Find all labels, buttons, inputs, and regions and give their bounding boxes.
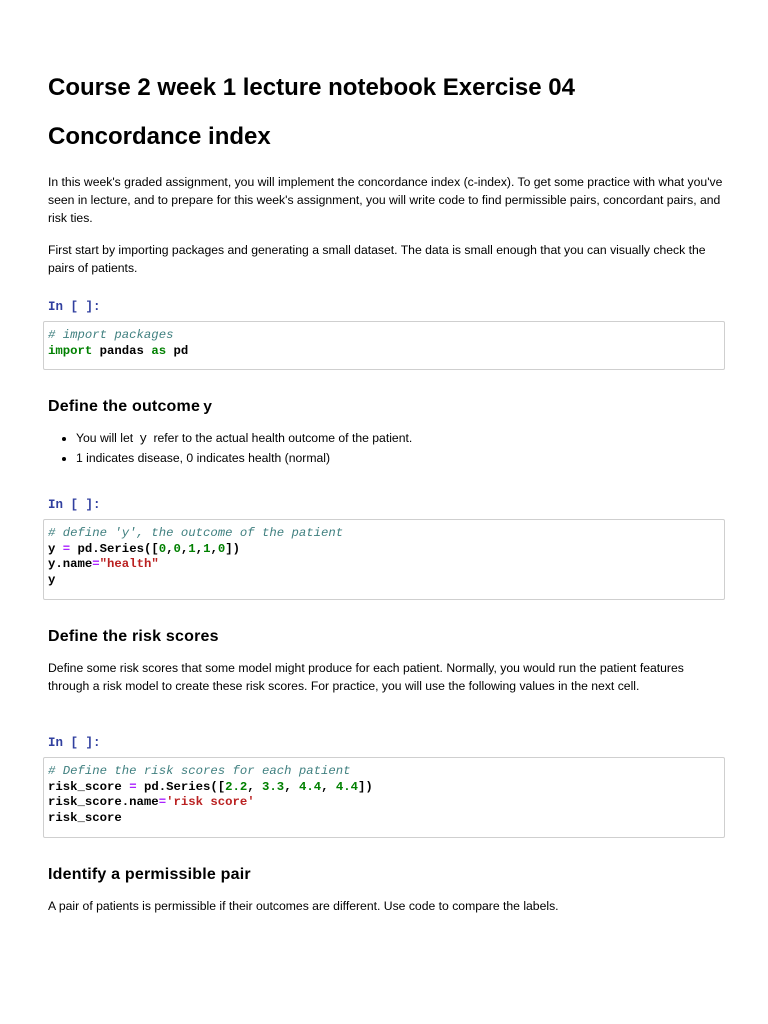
code-text: risk_score	[48, 779, 130, 794]
code-text: pd.Series([	[136, 779, 226, 794]
code-text: ,	[284, 779, 299, 794]
code-text: risk_score	[48, 810, 122, 825]
code-text: ,	[195, 541, 204, 556]
code-line	[48, 344, 720, 360]
code-text: y	[48, 541, 63, 556]
code-number: 4.4	[298, 779, 322, 794]
bullet-text: You will let	[76, 431, 134, 445]
heading-code: y	[203, 399, 213, 416]
code-keyword: import	[48, 343, 93, 358]
code-text: ,	[166, 541, 174, 556]
code-text: pandas	[92, 343, 152, 358]
notebook-subtitle: Concordance index	[48, 123, 271, 150]
code-text: pd	[166, 343, 189, 358]
outcome-bullet-list	[48, 429, 412, 468]
code-cell-risk-score[interactable]	[43, 757, 725, 838]
code-operator: =	[158, 795, 167, 809]
code-line	[48, 526, 720, 542]
section-heading-risk: Define the risk scores	[48, 628, 219, 645]
code-text: ])	[358, 779, 373, 794]
bullet-text: refer to the actual health outcome of the patient.	[153, 431, 413, 445]
intro-paragraph-2: First start by importing packages and generating a small dataset. The data is small enough that you can visually check the pairs of patients.	[48, 243, 706, 275]
heading-text: Define the outcome	[48, 398, 201, 415]
code-string: "health"	[99, 557, 159, 571]
code-line	[48, 811, 720, 827]
notebook-title: Course 2 week 1 lecture notebook Exercise 04	[48, 74, 575, 101]
code-line	[48, 542, 720, 558]
code-operator: =	[129, 779, 137, 794]
code-string: 'risk score'	[166, 795, 255, 809]
code-number: 4.4	[335, 779, 358, 794]
code-number: 3.3	[262, 779, 285, 794]
permissible-pair-paragraph: A pair of patients is permissible if their outcomes are different. Use code to compare the labels.	[48, 899, 559, 913]
code-comment: # define 'y', the outcome of the patient	[48, 526, 344, 540]
code-text: ,	[210, 541, 218, 556]
list-item: • 1 indicates disease, 0 indicates health (normal)	[76, 449, 412, 468]
code-operator: =	[62, 541, 71, 556]
inline-code: y	[139, 432, 148, 446]
code-line	[48, 795, 720, 811]
cell-prompt: In [ ]:	[48, 498, 101, 512]
code-number: 0	[158, 541, 167, 556]
code-line	[48, 780, 720, 796]
code-line	[48, 573, 720, 589]
code-keyword: as	[151, 343, 167, 358]
code-line	[48, 328, 720, 344]
code-text: risk_score.name	[48, 795, 159, 809]
cell-prompt: In [ ]:	[48, 300, 101, 314]
risk-paragraph: Define some risk scores that some model might produce for each patient. Normally, you would run the patient features through a risk model to create these risk scores. For practice, you will use the following values in the next cell.	[48, 661, 684, 693]
code-cell-import[interactable]	[43, 321, 725, 370]
code-comment: # import packages	[48, 328, 174, 342]
code-text: ,	[321, 779, 336, 794]
code-number: 1	[203, 541, 211, 556]
code-cell-define-y[interactable]	[43, 519, 725, 600]
list-item	[76, 429, 412, 449]
section-heading-permissible-pair: Identify a permissible pair	[48, 866, 251, 883]
code-number: 2.2	[225, 779, 248, 794]
code-number: 0	[217, 541, 226, 556]
code-line	[48, 557, 720, 573]
intro-paragraph-1: In this week's graded assignment, you will implement the concordance index (c-index). To get some practice with what you've seen in lecture, and to prepare for this week's assignment, you will write code to find permissible pairs, concordant pairs, and risk ties.	[48, 175, 723, 225]
code-text: ,	[180, 541, 189, 556]
code-number: 1	[188, 541, 196, 556]
code-text: y	[48, 572, 56, 587]
code-number: 0	[173, 541, 181, 556]
code-text: pd.Series([	[70, 541, 159, 556]
code-text: ])	[225, 541, 240, 556]
code-operator: =	[92, 557, 100, 571]
code-text: y.name	[48, 557, 93, 571]
code-text: ,	[247, 779, 263, 794]
cell-prompt: In [ ]:	[48, 736, 101, 750]
code-comment: # Define the risk scores for each patient	[48, 764, 351, 778]
section-heading-outcome	[48, 398, 215, 416]
code-line	[48, 764, 720, 780]
